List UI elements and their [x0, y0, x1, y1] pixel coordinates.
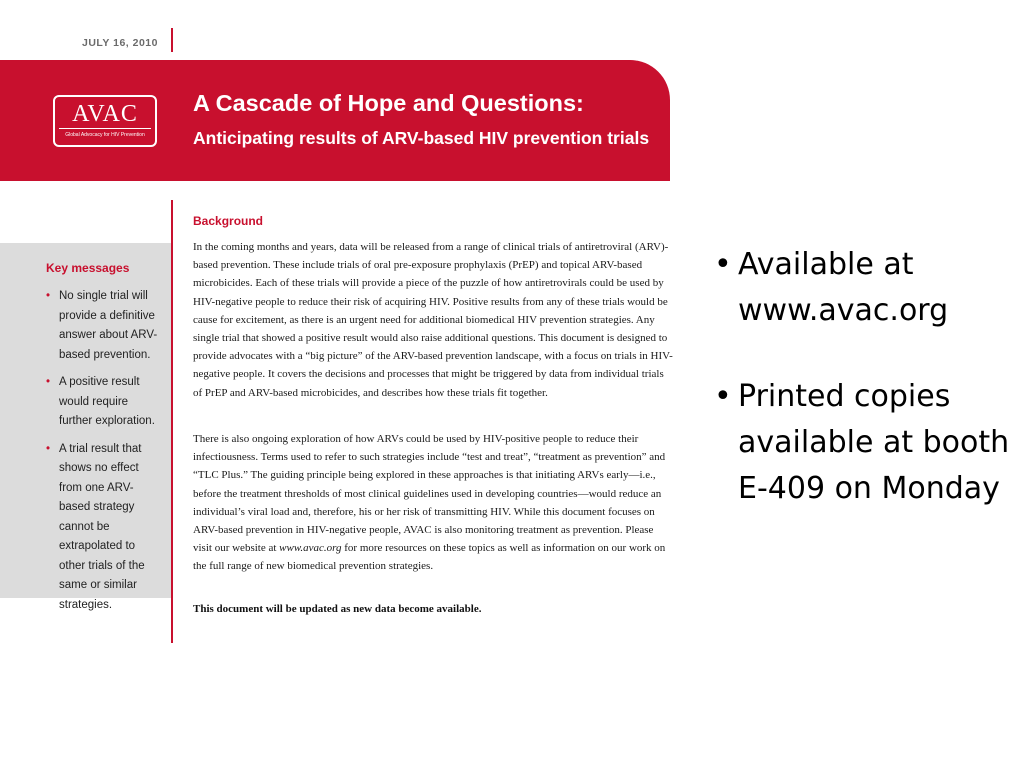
key-message-item: [46, 440, 163, 616]
logo-wordmark: AVAC: [72, 101, 138, 127]
logo-divider: [59, 128, 151, 129]
bullet-icon: •: [714, 247, 732, 282]
paragraph-text: There is also ongoing exploration of how ARVs could be used by HIV-positive people to reduce their infectiousness. Terms used to refer to such strategies include “test and treat”, “treatment as prevention” and “TLC Plus.” The guiding principle being explored in these approaches is that initiating ARVs early—i.e., before the treatment thresholds of most clinical guidelines used in developing countries—would reduce an individual’s viral load and, therefore, his or her risk of transmitting HIV. While this document focuses on ARV-based prevention in HIV-negative people, AVAC is also monitoring treatment as prevention. Please visit our website at: [193, 433, 666, 555]
document-date: JULY 16, 2010: [82, 37, 158, 49]
avac-logo: [53, 95, 157, 147]
key-messages-box: [0, 243, 171, 611]
website-link[interactable]: www.avac.org: [279, 542, 342, 555]
document-title: A Cascade of Hope and Questions:: [193, 90, 584, 116]
key-messages-heading: Key messages: [46, 261, 130, 275]
slide-bullet-list: [714, 242, 1014, 552]
background-paragraph: [193, 430, 673, 576]
bullet-icon: •: [46, 442, 51, 455]
bullet-icon: •: [46, 290, 51, 302]
bullet-icon: •: [714, 379, 732, 414]
background-heading: Background: [193, 214, 264, 228]
logo-tagline: Global Advocacy for HIV Prevention: [65, 132, 145, 138]
key-message-text: A positive result would require further exploration.: [59, 376, 155, 427]
key-message-text: A trial result that shows no effect from one ARV-based strategy cannot be extrapolated to other trials of the same or similar strategies.: [59, 442, 145, 611]
bullet-icon: •: [46, 376, 51, 388]
slide-bullet: [714, 242, 1014, 334]
key-message-item: [46, 287, 163, 365]
key-message-text: No single trial will provide a definitive answer about ARV-based prevention.: [59, 290, 158, 361]
slide-bullet: [714, 374, 1014, 512]
slide-bullet-text: Available at www.avac.org: [738, 247, 949, 328]
key-message-item: [46, 373, 163, 432]
paragraph-text: for more resources on these topics as well as information on our work on the full range of new biomedical prevention strategies.: [193, 542, 666, 573]
slide-bullet-text: Printed copies available at booth E-409 on Monday: [738, 379, 1010, 506]
column-divider: [171, 200, 173, 643]
update-note: This document will be updated as new data become available.: [193, 603, 482, 615]
date-divider: [171, 28, 173, 52]
document-subtitle: Anticipating results of ARV-based HIV prevention trials: [193, 128, 650, 148]
background-paragraph: In the coming months and years, data will be released from a range of clinical trials of antiretroviral (ARV)-based prevention. These include trials of oral pre-exposure prophylaxis (PrEP) and topical ARV-based microbicides. Each of these trials will provide a piece of the puzzle of how antiretrovirals could be used by HIV-negative people to reduce their risk of acquiring HIV. Positive results from any of these trials would be cause for excitement, as there is an urgent need for additional biomedical HIV prevention strategies. Any single trial that showed a positive result would also raise additional questions. This document is designed to provide advocates with a “big picture” of the ARV-based prevention landscape, with a focus on trials in HIV-negative people. It covers the decisions and processes that might be triggered by data from individual trials of PrEP and ARV-based microbicides, and describes how these trials fit together.: [193, 241, 673, 399]
